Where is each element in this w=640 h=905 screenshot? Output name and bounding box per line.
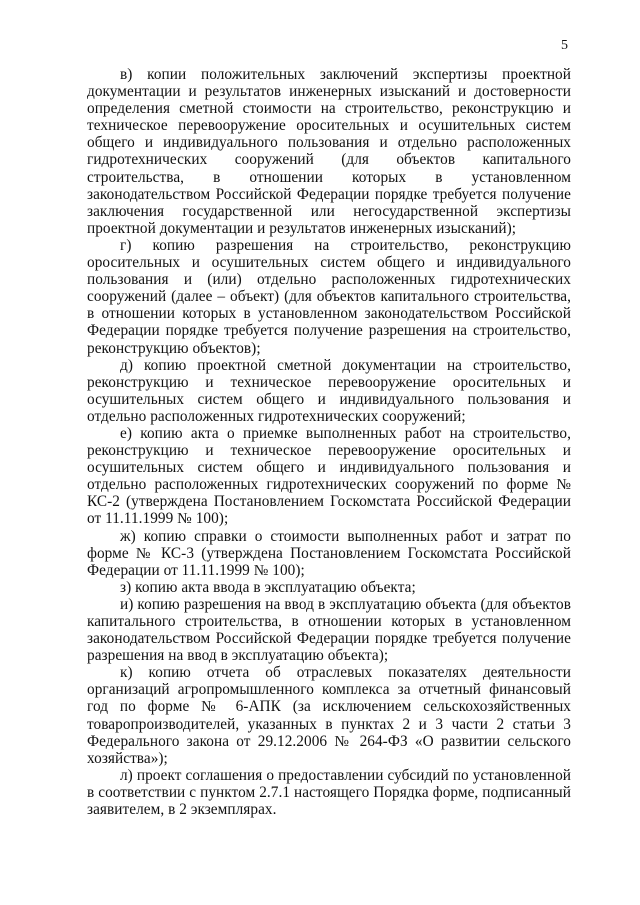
list-item-zh: ж) копию справки о стоимости выполненных работ и затрат по форме № КС-3 (утверждена Постановлением Госкомстата Российской Федерации от 11.11.1999 № 100); bbox=[87, 527, 571, 579]
list-item-v: в) копии положительных заключений экспертизы проектной документации и результатов инженерных изысканий и достоверности определения сметной стоимости на строительство, реконструкцию и техническое перевооружение оросительных и осушительных систем общего и индивидуального пользования и отдельно расположенных гидротехнических сооружений (для объектов капитального строительства, в отношении которых в установленном законодательством Российской Федерации порядке требуется получение заключения государственной или негосударственной экспертизы проектной документации и результатов инженерных изысканий); bbox=[87, 66, 571, 237]
page-number: 5 bbox=[561, 38, 568, 53]
list-item-l: л) проект соглашения о предоставлении субсидий по установленной в соответствии с пунктом 2.7.1 настоящего Порядка форме, подписанный заявителем, в 2 экземплярах. bbox=[87, 766, 571, 819]
list-item-d: д) копию проектной сметной документации на строительство, реконструкцию и техническое перевооружение оросительных и осушительных систем общего и индивидуального пользования и отдельно расположенных гидротехнических сооружений; bbox=[87, 356, 571, 425]
list-item-i: и) копию разрешения на ввод в эксплуатацию объекта (для объектов капитального строительства, в отношении которых в установленном законодательством Российской Федерации порядке требуется получение разрешения на ввод в эксплуатацию объекта); bbox=[87, 595, 571, 665]
list-item-g: г) копию разрешения на строительство, реконструкцию оросительных и осушительных систем общего и индивидуального пользования и (или) отдельно расположенных гидротехнических сооружений (далее – объект) (для объектов капитального строительства, в отношении которых в установленном законодательством Российской Федерации порядке требуется получение разрешения на строительство, реконструкцию объектов); bbox=[87, 236, 571, 357]
list-item-z: з) копию акта ввода в эксплуатацию объекта; bbox=[120, 578, 416, 596]
document-body bbox=[87, 66, 571, 818]
list-item-k: к) копию отчета об отраслевых показателях деятельности организаций агропромышленного комплекса за отчетный финансовый год по форме № 6-АПК (за исключением сельскохозяйственных товаропроизводителей, указанных в пунктах 2 и 3 части 2 статьи 3 Федерального закона от 29.12.2006 № 264-ФЗ «О развитии сельского хозяйства»); bbox=[87, 664, 571, 767]
list-item-e: е) копию акта о приемке выполненных работ на строительство, реконструкцию и техническое перевооружение оросительных и осушительных систем общего и индивидуального пользования и отдельно расположенных гидротехнических сооружений по форме № КС-2 (утверждена Постановлением Госкомстата Российской Федерации от 11.11.1999 № 100); bbox=[87, 424, 571, 528]
